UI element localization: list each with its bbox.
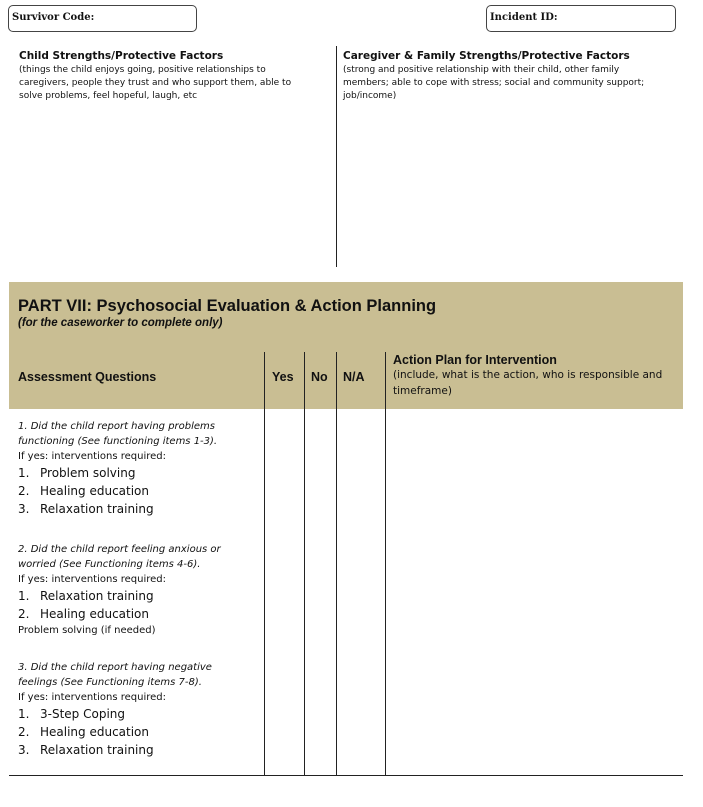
caregiver-strengths-section [343,50,683,103]
question-2-item-2: 2. Healing education [18,607,150,621]
incident-id-label: Incident ID: [490,12,558,23]
col-divider-yes-no [304,352,305,775]
col-divider-yes-left [264,352,265,775]
question-row-2 [18,542,258,638]
col-divider-no-na [336,352,337,775]
col-divider-na-action [385,352,386,775]
survivor-code-label: Survivor Code: [12,12,95,23]
question-row-1 [18,419,258,518]
part7-subtitle: (for the caseworker to complete only) [18,317,223,329]
child-strengths-title: Child Strengths/Protective Factors [19,50,224,62]
question-1-item-1: 1. Problem solving [18,466,136,480]
child-strengths-desc-3: solve problems, feel hopeful, laugh, etc [19,91,198,101]
question-3-line-1: 3. Did the child report having negative [18,662,212,673]
col-yes: Yes [272,370,294,384]
question-2-line-2: worried (See Functioning items 4-6). [18,559,201,570]
question-1-line-1: 1. Did the child report having problems [18,421,216,432]
survivor-code-field[interactable] [8,5,197,32]
child-strengths-section [19,50,329,103]
question-1-line-2: functioning (See functioning items 1-3). [18,436,218,447]
question-2-if-yes: If yes: interventions required: [18,574,166,585]
part7-title: PART VII: Psychosocial Evaluation & Action Planning [18,297,437,315]
question-1-item-2: 2. Healing education [18,484,150,498]
caregiver-strengths-desc-1: (strong and positive relationship with their child, other family [343,65,620,75]
col-na: N/A [343,370,365,384]
col-assessment-questions: Assessment Questions [18,370,157,384]
question-3-item-2: 2. Healing education [18,725,150,739]
question-3-line-2: feelings (See Functioning items 7-8). [18,677,202,688]
caregiver-strengths-title: Caregiver & Family Strengths/Protective Factors [343,50,630,62]
col-action-plan [393,353,683,399]
table-bottom-border [9,775,683,776]
question-2-line-1: 2. Did the child report feeling anxious or [18,544,221,555]
strengths-divider [336,46,337,267]
col-action-plan-desc-2: timeframe) [393,385,452,397]
col-no: No [311,370,328,384]
caregiver-strengths-desc-3: job/income) [343,91,397,101]
col-action-plan-desc-1: (include, what is the action, who is responsible and [393,369,663,381]
question-2-item-1: 1. Relaxation training [18,589,154,603]
question-row-3 [18,660,258,759]
question-3-if-yes: If yes: interventions required: [18,692,166,703]
question-2-extra: Problem solving (if needed) [18,625,156,636]
question-3-item-3: 3. Relaxation training [18,743,154,757]
incident-id-field[interactable] [486,5,676,32]
question-3-item-1: 1. 3-Step Coping [18,707,125,721]
caregiver-strengths-desc-2: members; able to cope with stress; social and community support; [343,78,645,88]
child-strengths-desc-2: caregivers, people they trust and who support them, able to [19,78,292,88]
col-action-plan-title: Action Plan for Intervention [393,353,557,367]
question-1-item-3: 3. Relaxation training [18,502,154,516]
question-1-if-yes: If yes: interventions required: [18,451,166,462]
child-strengths-desc-1: (things the child enjoys going, positive relationships to [19,65,266,75]
